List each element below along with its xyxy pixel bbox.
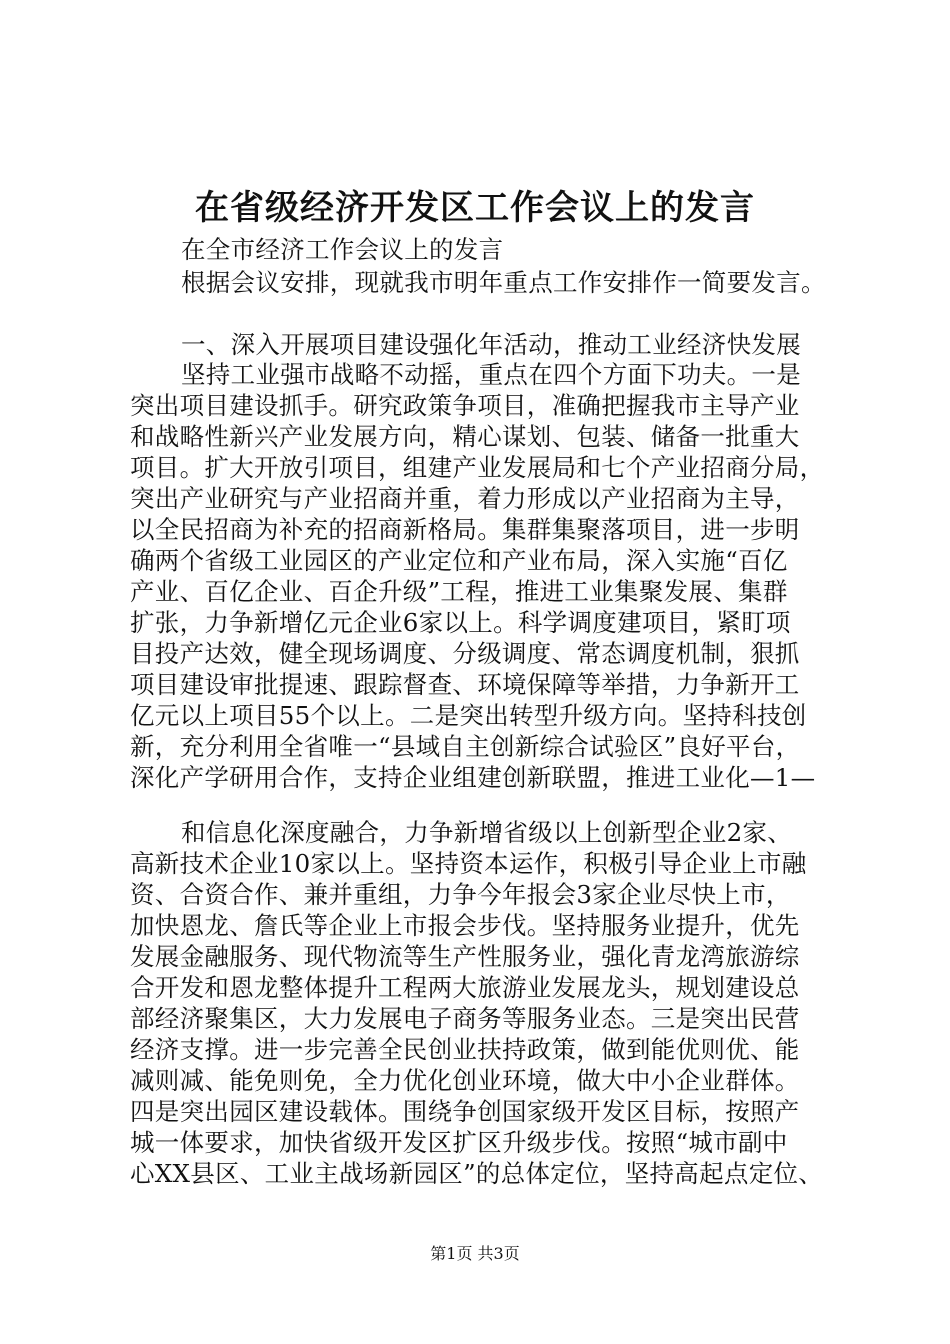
page-number-footer: 第1页 共3页 (430, 1244, 520, 1263)
paragraph-line: 和信息化深度融合，力争新增省级以上创新型企业2家、 (181, 818, 793, 847)
paragraph-line: 目投产达效，健全现场调度、分级调度、常态调度机制，狠抓 (130, 639, 800, 668)
paragraph-line: 产业、百亿企业、百企升级”工程，推进工业集聚发展、集群 (130, 577, 788, 606)
paragraph-line: 项目建设审批提速、跟踪督查、环境保障等举措，力争新开工 (130, 670, 800, 699)
paragraph-line: 根据会议安排，现就我市明年重点工作安排作一简要发言。 (181, 268, 826, 297)
paragraph-line: 高新技术企业10家以上。坚持资本运作，积极引导企业上市融 (130, 849, 807, 878)
paragraph-line: 突出产业研究与产业招商并重，着力形成以产业招商为主导， (130, 484, 800, 513)
paragraph-line: 经济支撑。进一步完善全民创业扶持政策，做到能优则优、能 (130, 1035, 800, 1064)
paragraph-line: 资、合资合作、兼并重组，力争今年报会3家企业尽快上市， (130, 880, 791, 909)
paragraph-line: 心XX县区、工业主战场新园区”的总体定位，坚持高起点定位、 (130, 1159, 824, 1188)
paragraph-line: 城一体要求，加快省级开发区扩区升级步伐。按照“城市副中 (130, 1128, 788, 1157)
paragraph-line: 扩张，力争新增亿元企业6家以上。科学调度建项目，紧盯项 (130, 608, 791, 637)
paragraph-line: 在全市经济工作会议上的发言 (181, 235, 504, 264)
paragraph-line: 和战略性新兴产业发展方向，精心谋划、包装、储备一批重大 (130, 422, 800, 451)
document-title: 在省级经济开发区工作会议上的发言 (195, 188, 755, 228)
paragraph-line: 新，充分利用全省唯一“县域自主创新综合试验区”良好平台， (130, 732, 801, 761)
paragraph-line: 坚持工业强市战略不动摇，重点在四个方面下功夫。一是 (181, 360, 801, 389)
paragraph-line: 亿元以上项目55个以上。二是突出转型升级方向。坚持科技创 (130, 701, 807, 730)
paragraph-line: 合开发和恩龙整体提升工程两大旅游业发展龙头，规划建设总 (130, 973, 800, 1002)
paragraph-line: 减则减、能免则免，全力优化创业环境，做大中小企业群体。 (130, 1066, 800, 1095)
paragraph-line: 项目。扩大开放引项目，组建产业发展局和七个产业招商分局， (130, 453, 825, 482)
paragraph-line: 突出项目建设抓手。研究政策争项目，准确把握我市主导产业 (130, 391, 800, 420)
paragraph-line: 确两个省级工业园区的产业定位和产业布局，深入实施“百亿 (130, 546, 788, 575)
paragraph-line: 发展金融服务、现代物流等生产性服务业，强化青龙湾旅游综 (130, 942, 800, 971)
paragraph-line: 以全民招商为补充的招商新格局。集群集聚落项目，进一步明 (130, 515, 800, 544)
section-heading: 一、深入开展项目建设强化年活动，推动工业经济快发展 (181, 330, 801, 359)
paragraph-line: 深化产学研用合作，支持企业组建创新联盟，推进工业化—1— (130, 763, 816, 792)
paragraph-line: 加快恩龙、詹氏等企业上市报会步伐。坚持服务业提升，优先 (130, 911, 800, 940)
paragraph-line: 四是突出园区建设载体。围绕争创国家级开发区目标，按照产 (130, 1097, 800, 1126)
paragraph-line: 部经济聚集区，大力发展电子商务等服务业态。三是突出民营 (130, 1004, 800, 1033)
